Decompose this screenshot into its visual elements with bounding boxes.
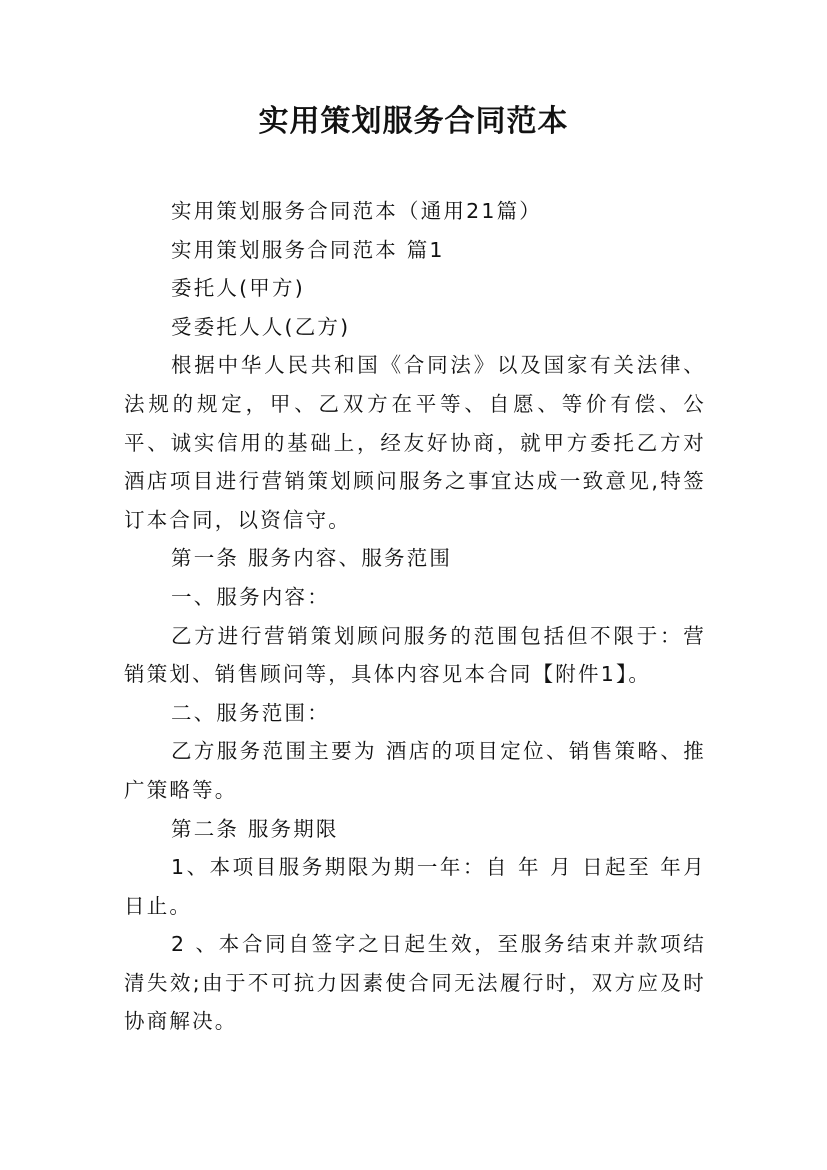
paragraph-service-scope: 乙方服务范围主要为 酒店的项目定位、销售策略、推广策略等。 [124,739,706,802]
paragraph-party-a: 委托人(甲方) [171,276,305,301]
paragraph-service-term: 1、本项目服务期限为期一年：自 年 月 日起至 年月日止。 [124,855,706,918]
paragraph-service-content: 乙方进行营销策划顾问服务的范围包括但不限于：营销策划、销售顾问等，具体内容见本合同【附件1】。 [124,623,706,687]
paragraph-preamble: 根据中华人民共和国《合同法》以及国家有关法律、法规的规定，甲、乙双方在平等、自愿、等价有偿、公平、诚实信用的基础上，经友好协商，就甲方委托乙方对酒店项目进行营销策划顾问服务之事宜达成一致意见,特签订本合同，以资信守。 [124,353,706,532]
paragraph-article-2-heading: 第二条 服务期限 [171,816,339,841]
paragraph-service-scope-heading: 二、服务范围： [171,700,330,725]
document-title: 实用策划服务合同范本 [258,104,569,139]
paragraph-section-heading: 实用策划服务合同范本 篇1 [171,237,445,262]
paragraph-effective-date: 2 、本合同自签字之日起生效，至服务结束并款项结清失效;由于不可抗力因素使合同无法履行时，双方应及时协商解决。 [124,932,706,1034]
paragraph-service-content-heading: 一、服务内容： [171,584,330,609]
paragraph-party-b: 受委托人人(乙方) [171,314,351,339]
document-body [124,192,706,1041]
paragraph-subtitle: 实用策划服务合同范本（通用21篇） [171,199,542,223]
paragraph-article-1-heading: 第一条 服务内容、服务范围 [171,546,453,571]
